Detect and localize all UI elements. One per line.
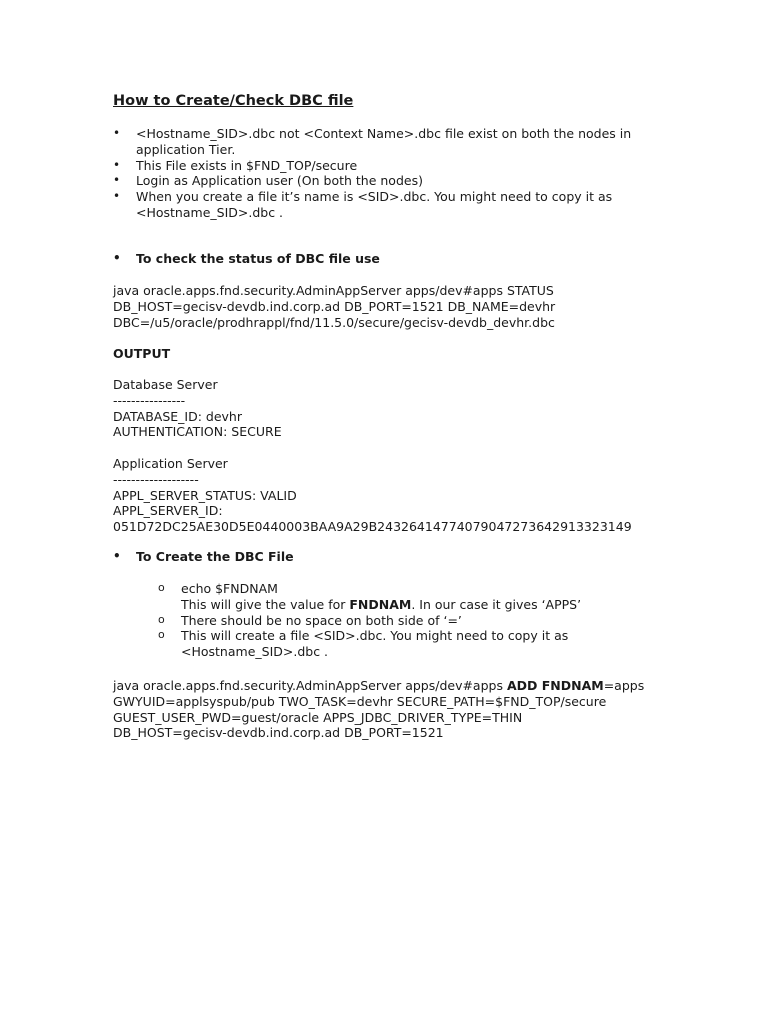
output-heading: OUTPUT xyxy=(113,346,171,361)
intro-bullet-list xyxy=(113,126,673,221)
check-command-block xyxy=(113,283,673,330)
create-heading-block xyxy=(113,549,673,565)
check-heading-block xyxy=(113,251,673,267)
step-3-line-2: <Hostname_SID>.dbc . xyxy=(181,644,329,660)
create-command-line-2: GWYUID=applsyspub/pub TWO_TASK=devhr SECURE_PATH=$FND_TOP/secure xyxy=(113,693,607,709)
list-item xyxy=(158,613,678,629)
sub-bullet-marker: o xyxy=(158,581,165,594)
list-item xyxy=(158,628,678,660)
app-server-label: Application Server xyxy=(113,456,228,471)
check-command-line-1: java oracle.apps.fnd.security.AdminAppServer apps/dev#apps STATUS xyxy=(113,283,554,298)
db-server-label: Database Server xyxy=(113,377,218,392)
step-1-line-1: echo $FNDNAM xyxy=(181,581,278,596)
create-command-block xyxy=(113,678,673,741)
check-command-line-3: DBC=/u5/oracle/prodhrappl/fnd/11.5.0/secure/gecisv-devdb_devhr.dbc xyxy=(113,314,555,330)
check-status-heading: • To check the status of DBC file use xyxy=(113,251,673,267)
list-item: • This File exists in $FND_TOP/secure xyxy=(113,158,673,174)
app-server-divider: ------------------- xyxy=(113,471,199,487)
create-dbc-heading: • To Create the DBC File xyxy=(113,549,673,565)
app-server-status: APPL_SERVER_STATUS: VALID xyxy=(113,487,297,503)
db-server-divider: ---------------- xyxy=(113,392,186,408)
step-1-line-2: This will give the value for FNDNAM. In our case it gives ‘APPS’ xyxy=(181,596,582,612)
step-3-line-1: This will create a file <SID>.dbc. You might need to copy it as xyxy=(181,628,569,644)
app-server-id-label: APPL_SERVER_ID: xyxy=(113,503,223,519)
create-command-line-1: java oracle.apps.fnd.security.AdminAppServer apps/dev#apps ADD FNDNAM=apps xyxy=(113,678,645,693)
sub-bullet-marker: o xyxy=(158,612,165,626)
document-title: How to Create/Check DBC file xyxy=(113,93,354,109)
database-server-block xyxy=(113,377,673,440)
authentication: AUTHENTICATION: SECURE xyxy=(113,424,282,440)
step-2: There should be no space on both side of ‘=’ xyxy=(181,612,462,628)
list-item: • Login as Application user (On both the nodes) xyxy=(113,173,673,189)
database-id: DATABASE_ID: devhr xyxy=(113,408,242,424)
create-steps-list xyxy=(158,581,678,660)
create-command-line-3: GUEST_USER_PWD=guest/oracle APPS_JDBC_DRIVER_TYPE=THIN xyxy=(113,709,523,725)
list-item: • <Hostname_SID>.dbc not <Context Name>.dbc file exist on both the nodes in application Tier. xyxy=(113,126,673,158)
create-command-line-4: DB_HOST=gecisv-devdb.ind.corp.ad DB_PORT=1521 xyxy=(113,725,444,741)
list-item xyxy=(158,581,678,613)
app-server-id-value: 051D72DC25AE30D5E0440003BAA9A29B24326414774079047273642913323149 xyxy=(113,519,632,535)
application-server-block xyxy=(113,456,673,535)
sub-bullet-marker: o xyxy=(158,628,165,642)
check-command-line-2: DB_HOST=gecisv-devdb.ind.corp.ad DB_PORT=1521 DB_NAME=devhr xyxy=(113,298,556,314)
list-item: • When you create a file it’s name is <SID>.dbc. You might need to copy it as <Hostname_SID>.dbc . xyxy=(113,189,673,221)
